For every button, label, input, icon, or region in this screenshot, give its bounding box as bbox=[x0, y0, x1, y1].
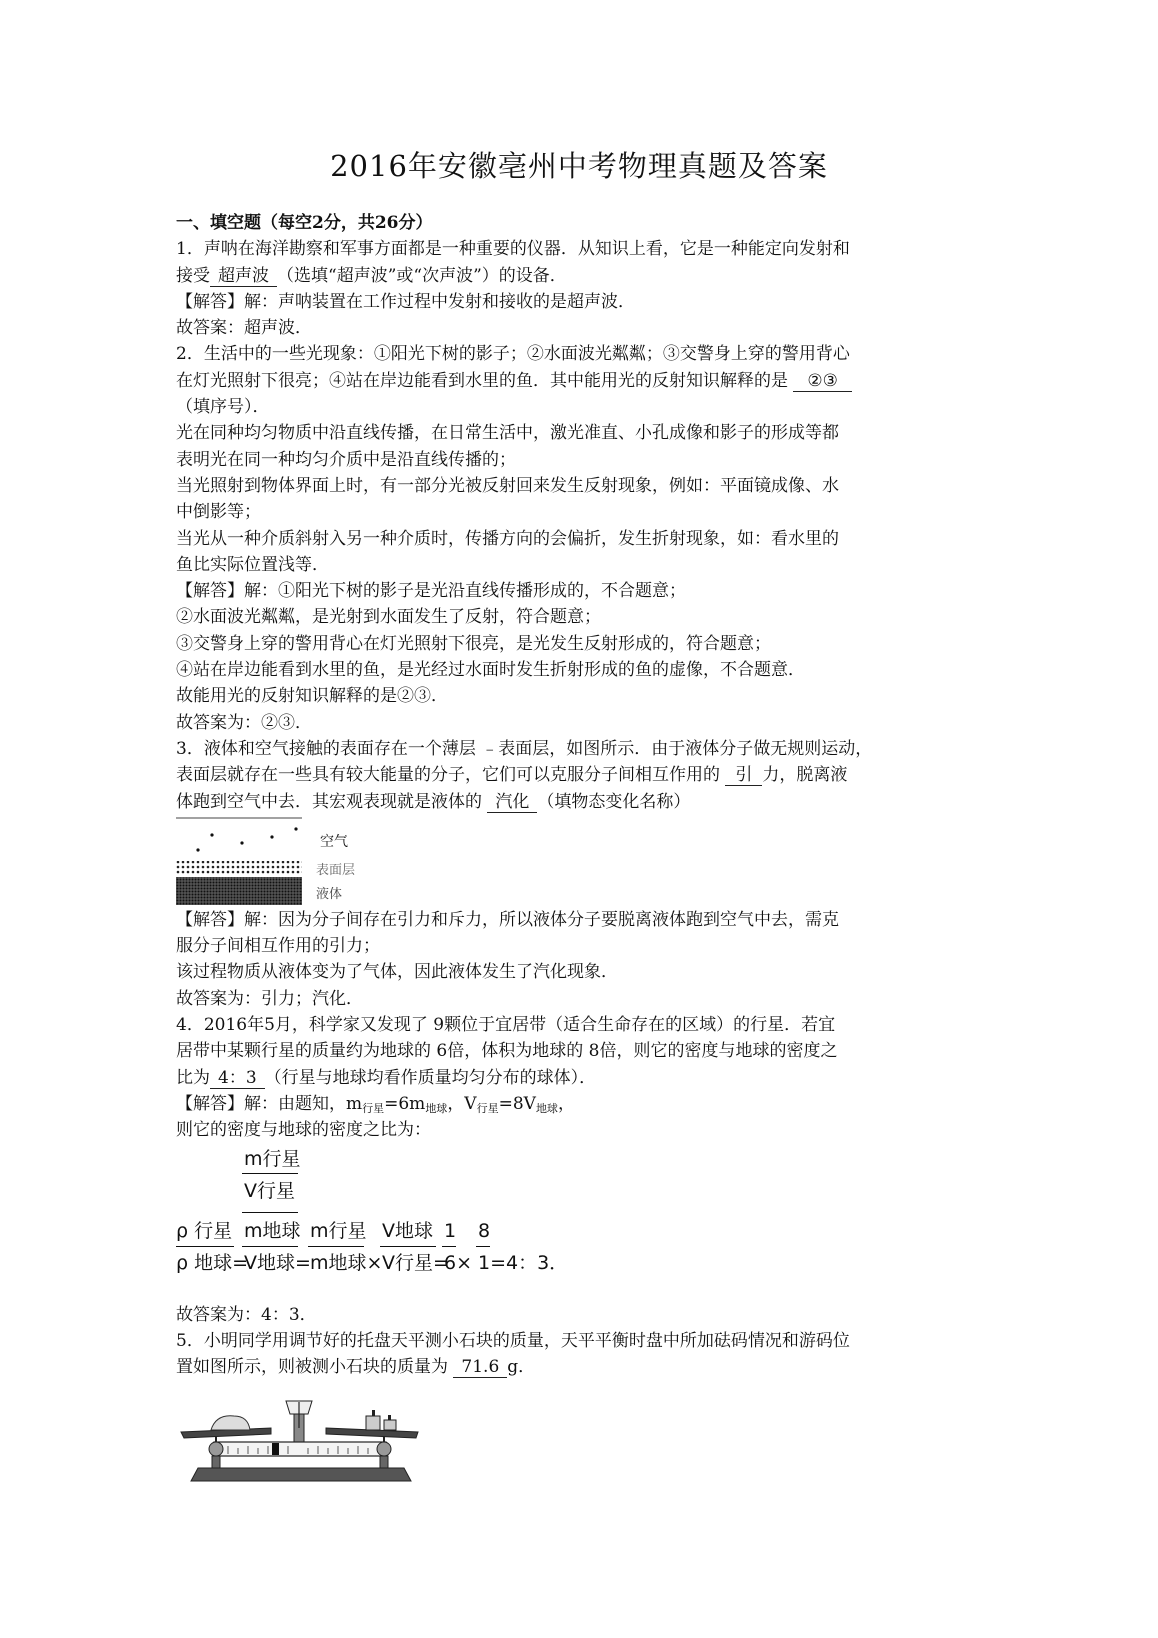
formula-one-sixth-line bbox=[442, 1246, 456, 1247]
formula-rho-line bbox=[176, 1246, 234, 1247]
q2-line5: 表明光在同一种均匀介质中是沿直线传播的； bbox=[176, 449, 516, 470]
q4-line2: 居带中某颗行星的质量约为地球的 6倍，体积为地球的 8倍，则它的密度与地球的密度之 bbox=[176, 1041, 838, 1062]
q4-answer-blank: 4：3 bbox=[210, 1068, 265, 1089]
formula-m-earth-times: m地球× bbox=[310, 1251, 383, 1274]
q4-given-c: ，V bbox=[447, 1093, 477, 1114]
q1-solution: 【解答】解：声呐装置在工作过程中发射和接收的是超声波． bbox=[176, 291, 635, 312]
formula-m-planet2: m行星 bbox=[310, 1219, 367, 1242]
q4-sub3: 行星 bbox=[476, 1101, 499, 1115]
q3-answer2-blank: 汽化 bbox=[487, 792, 537, 813]
q2-solution5: 故能用光的反射知识解释的是②③． bbox=[176, 686, 448, 707]
label-air: 空气 bbox=[320, 833, 348, 850]
formula-volume-line bbox=[380, 1246, 436, 1247]
q2-line4: 光在同种均匀物质中沿直线传播，在日常生活中，激光准直、小孔成像和影子的形成等都 bbox=[176, 423, 839, 444]
q4-given-b: =6m bbox=[384, 1093, 426, 1114]
q4-solution-given bbox=[176, 1091, 996, 1117]
q5-text-b: g． bbox=[507, 1357, 536, 1378]
formula-mass-line bbox=[308, 1246, 364, 1247]
q3-line1: 3．液体和空气接触的表面存在一个薄层 ﹣表面层，如图所示．由于液体分子做无规则运动， bbox=[176, 738, 873, 759]
q1-line2 bbox=[176, 263, 996, 289]
q3-final-answer: 故答案为：引力；汽化． bbox=[176, 988, 363, 1009]
q2-line9: 鱼比实际位置浅等． bbox=[176, 554, 329, 575]
q2-line2 bbox=[176, 368, 996, 394]
formula-earth-line bbox=[242, 1246, 298, 1247]
q1-answer-blank: 超声波 bbox=[210, 266, 277, 287]
q2-solution1: 【解答】解：①阳光下树的影子是光沿直线传播形成的，不合题意； bbox=[176, 581, 686, 602]
q2-line7: 中倒影等； bbox=[176, 502, 261, 523]
formula-rho-earth: ρ 地球= bbox=[176, 1251, 249, 1274]
q3-answer1-blank: 引 bbox=[725, 765, 762, 786]
q1-text-b: （选填“超声波”或“次声波”）的设备． bbox=[277, 265, 567, 286]
formula-m-earth: m地球 bbox=[244, 1219, 301, 1242]
q2-solution3: ③交警身上穿的警用背心在灯光照射下很亮，是光发生反射形成的，符合题意； bbox=[176, 633, 771, 654]
formula-six-times: 6× bbox=[444, 1251, 473, 1274]
formula-eight: 8 bbox=[478, 1219, 491, 1242]
q5-text-a: 置如图所示，则被测小石块的质量为 bbox=[176, 1357, 448, 1378]
q4-final-answer: 故答案为：4：3． bbox=[176, 1304, 317, 1325]
formula-v-earth: V地球 bbox=[382, 1219, 433, 1242]
q4-text-b: （行星与地球均看作质量均匀分布的球体）． bbox=[264, 1067, 597, 1088]
q4-sub2: 地球 bbox=[425, 1101, 448, 1115]
formula-big-fraction-line bbox=[242, 1212, 298, 1213]
q2-line8: 当光从一种介质斜射入另一种介质时，传播方向的会偏折，发生折射现象，如：看水里的 bbox=[176, 528, 839, 549]
formula-eight-one-line bbox=[476, 1246, 490, 1247]
q3-solution3: 该过程物质从液体变为了气体，因此液体发生了汽化现象． bbox=[176, 962, 618, 983]
q4-given-a: 【解答】解：由题知，m bbox=[176, 1093, 363, 1114]
formula-m-planet-top: m行星 bbox=[244, 1147, 301, 1170]
q2-final-answer: 故答案为：②③． bbox=[176, 712, 312, 733]
formula-rho-planet: ρ 行星 bbox=[176, 1219, 233, 1242]
formula-one: 1 bbox=[444, 1219, 457, 1242]
q4-solution-intro: 则它的密度与地球的密度之比为： bbox=[176, 1120, 431, 1141]
q3-text-d: （填物态变化名称） bbox=[537, 791, 691, 812]
q4-line1: 4．2016年5月，科学家又发现了 9颗位于宜居带（适合生命存在的区域）的行星．若宜 bbox=[176, 1015, 836, 1036]
density-ratio-formula bbox=[176, 1144, 996, 1302]
q3-text-b: 力，脱离液 bbox=[762, 765, 848, 786]
label-liquid: 液体 bbox=[316, 886, 343, 902]
q2-solution2: ②水面波光粼粼，是光射到水面发生了反射，符合题意； bbox=[176, 607, 601, 628]
q4-sub4: 地球 bbox=[535, 1101, 558, 1115]
formula-inner-fraction-line bbox=[242, 1173, 298, 1174]
q3-text-c: 体跑到空气中去．其宏观表现就是液体的 bbox=[176, 791, 482, 812]
balance-scale-illustration bbox=[176, 1386, 426, 1498]
q4-given-e: ， bbox=[557, 1093, 575, 1114]
q3-text-a: 表面层就存在一些具有较大能量的分子，它们可以克服分子间相互作用的 bbox=[176, 765, 720, 786]
q4-given-d: =8V bbox=[498, 1093, 536, 1114]
formula-v-planet-top: V行星 bbox=[244, 1179, 295, 1202]
q2-line6: 当光照射到物体界面上时，有一部分光被反射回来发生反射现象，例如：平面镜成像、水 bbox=[176, 475, 839, 496]
q2-text-a: 在灯光照射下很亮；④站在岸边能看到水里的鱼．其中能用光的反射知识解释的是 bbox=[176, 370, 788, 391]
q3-solution1: 【解答】解：因为分子间存在引力和斥力，所以液体分子要脱离液体跑到空气中去，需克 bbox=[176, 909, 839, 930]
q5-line1: 5．小明同学用调节好的托盘天平测小石块的质量，天平平衡时盘中所加砝码情况和游码位 bbox=[176, 1330, 850, 1351]
q2-line3: （填序号）． bbox=[176, 397, 270, 418]
label-surface-layer: 表面层 bbox=[316, 862, 356, 878]
formula-v-planet-eq: V行星= bbox=[382, 1251, 449, 1274]
q1-final-answer: 故答案：超声波． bbox=[176, 318, 312, 339]
q5-answer-blank: 71.6 bbox=[453, 1357, 507, 1378]
balance-figure bbox=[176, 1386, 996, 1498]
section-heading: 一、填空题（每空2分，共26分） bbox=[176, 213, 433, 233]
page-title: 2016年安徽亳州中考物理真题及答案 bbox=[330, 149, 828, 183]
q2-line1: 2．生活中的一些光现象：①阳光下树的影子；②水面波光粼粼；③交警身上穿的警用背心 bbox=[176, 344, 850, 365]
q4-line3 bbox=[176, 1065, 996, 1091]
q2-answer-blank: ②③ bbox=[793, 371, 851, 392]
q4-sub1: 行星 bbox=[362, 1101, 385, 1115]
q3-solution2: 服分子间相互作用的引力； bbox=[176, 936, 380, 957]
q3-line2 bbox=[176, 762, 996, 788]
q1-text-a: 接受 bbox=[176, 265, 210, 286]
q2-solution4: ④站在岸边能看到水里的鱼，是光经过水面时发生折射形成的鱼的虚像，不合题意． bbox=[176, 660, 805, 681]
q4-text-a: 比为 bbox=[176, 1067, 210, 1088]
surface-layer-figure bbox=[176, 815, 996, 907]
q5-line2 bbox=[176, 1354, 996, 1380]
formula-result: 1=4：3． bbox=[478, 1251, 569, 1274]
q1-line1: 1．声呐在海洋勘察和军事方面都是一种重要的仪器．从知识上看，它是一种能定向发射和 bbox=[176, 239, 850, 260]
formula-v-earth-eq: V地球= bbox=[244, 1251, 311, 1274]
document-body bbox=[176, 210, 996, 1498]
q3-line3 bbox=[176, 789, 996, 815]
